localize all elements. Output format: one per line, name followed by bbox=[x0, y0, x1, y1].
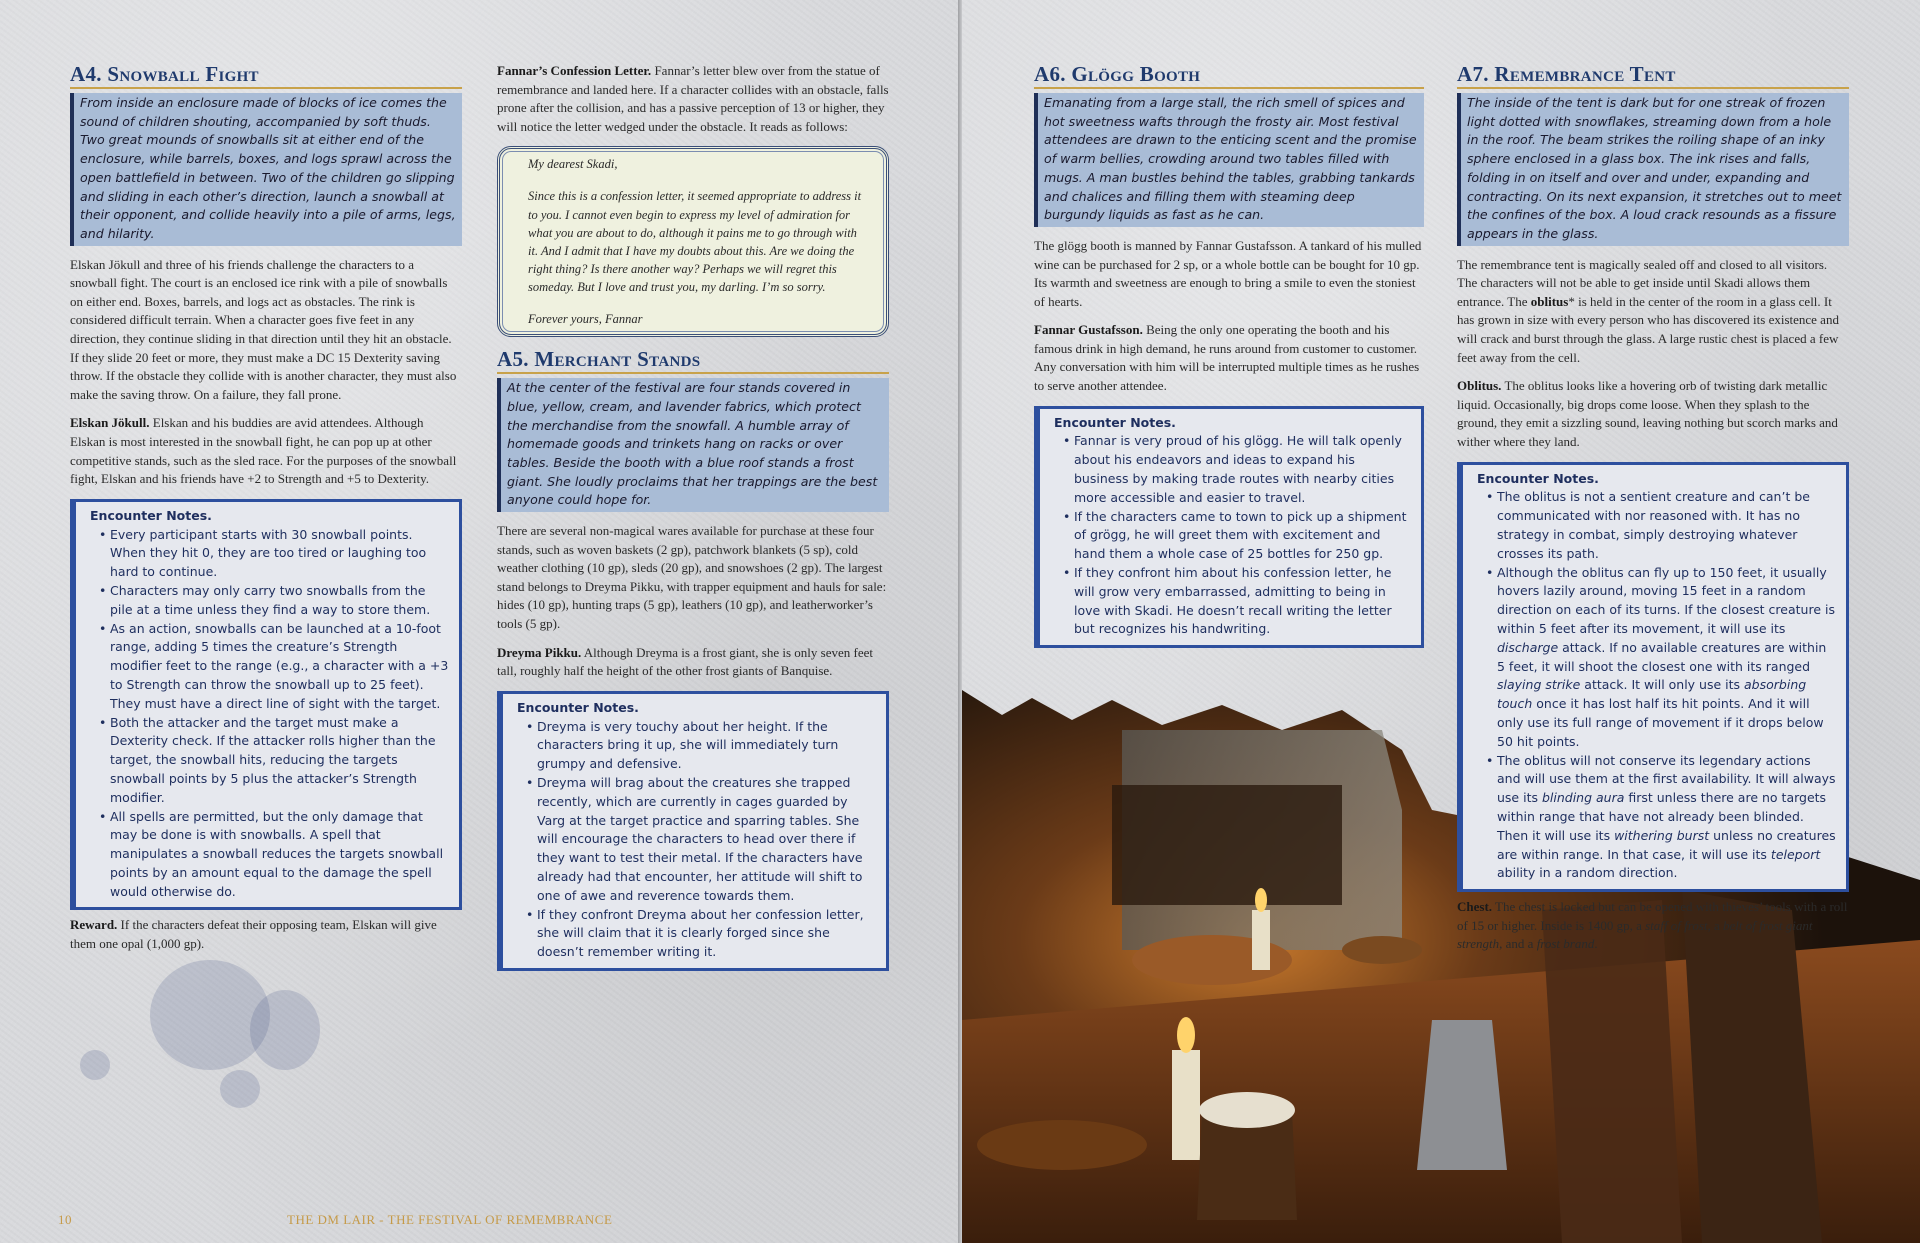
candle-flame bbox=[1177, 1017, 1195, 1053]
section-heading-a4: A4. Snowball Fight bbox=[70, 62, 462, 89]
letter-body: Since this is a confession letter, it seemed appropriate to address it to you. I cannot even begin to express my level of admiration for what you are about to do, although it pains me to go through with it. And I admit that I have my doubts about this. Are we doing the right thing? Is there another way? Perhaps we will regret this someday. But I love and trust you, my darling. I’m so sorry. bbox=[528, 189, 862, 294]
note-item: • If the characters came to town to pick up a shipment of grögg, he will greet them with excitement and hand them a whole case of 25 bottles for 250 gp. bbox=[1050, 508, 1413, 564]
note-item: • Dreyma will brag about the creatures she trapped recently, which are currently in cages guarded by Varg at the target practice and sparring tables. She will encourage the characters to head over there if they want to test their metal. If the characters have already had that encounter, her attitude will shift to one of awe and reverence towards them. bbox=[513, 774, 878, 906]
paragraph-text: Being the only one operating the booth and his famous drink in high demand, he runs around from customer to customer. Any conversation with him will be interrupted multiple times as he rushes to serve another attendee. bbox=[1034, 322, 1420, 394]
npc-name: Elskan Jökull. bbox=[70, 415, 150, 431]
paragraph-text: * is held in the center of the room in a glass cell. It has grown in size with every person who has discovered its existence and will crack and burst through the glass. A large rustic chest is placed a few feet away from the cell. bbox=[1457, 293, 1839, 365]
note-text: attack. If no available creatures are within 5 feet, it will shoot the closest one with its ranged bbox=[1497, 639, 1827, 674]
paragraph bbox=[1457, 898, 1849, 954]
right-page bbox=[962, 0, 1920, 1243]
ability-name: teleport bbox=[1770, 846, 1821, 862]
magic-item: staff of frost bbox=[1645, 917, 1708, 933]
paragraph: There are several non-magical wares available for purchase at these four stands, such as woven baskets (2 gp), patchwork blankets (5 sp), cold weather clothing (10 gp), sleds (20 gp), and snowshoes (2 gp). The largest stand belongs to Dreyma Pikku, with trapper equipment and hauls for sale: hides (10 gp), hunting traps (5 gp), leathers (10 gp), and leatherworker’s tools (5 gp). bbox=[497, 523, 887, 632]
notes-title: Encounter Notes. bbox=[1054, 414, 1176, 430]
paragraph-text: If the characters defeat their opposing team, Elskan will give them one opal (1,000 gp). bbox=[70, 917, 437, 952]
npc-name: Fannar Gustafsson. bbox=[1034, 322, 1143, 338]
note-text: The oblitus will not conserve its legendary actions and will use them at the first availability. It will always use its bbox=[1497, 752, 1836, 806]
readaloud-box: At the center of the festival are four stands covered in blue, yellow, cream, and lavender fabrics, which protect the merchandise from the snowfall. A humble array of homemade goods and trinkets hang on racks or over tables. Beside the booth with a blue roof stands a frost giant. She loudly proclaims that her trappings are the best anyone could hope for. bbox=[497, 378, 889, 512]
letter-greeting: My dearest Skadi, bbox=[528, 157, 618, 172]
note-item: • As an action, snowballs can be launched at a 10-foot range, adding 5 times the creature’s Strength modifier feet to the range (e.g., a character with a +3 to Strength can throw the snowball up to 25 feet). They must have a direct line of sight with the target. bbox=[86, 620, 451, 714]
encounter-notes bbox=[70, 499, 462, 911]
note-item: • Characters may only carry two snowballs from the pile at a time unless they find a way to store them. bbox=[86, 582, 451, 620]
paragraph bbox=[497, 644, 889, 681]
ability-name: withering burst bbox=[1614, 827, 1710, 843]
notes-title: Encounter Notes. bbox=[517, 699, 639, 715]
page-number: 10 bbox=[58, 1212, 72, 1227]
section-heading-a6: A6. Glögg Booth bbox=[1034, 62, 1424, 89]
paragraph bbox=[70, 916, 462, 953]
item-name: Chest. bbox=[1457, 899, 1493, 915]
left-page bbox=[0, 0, 958, 1243]
paragraph bbox=[70, 414, 462, 488]
notes-title: Encounter Notes. bbox=[90, 507, 212, 523]
section-heading-a7: A7. Remembrance Tent bbox=[1457, 62, 1849, 89]
encounter-notes bbox=[497, 691, 889, 971]
encounter-notes bbox=[1457, 462, 1849, 893]
note-item: • Every participant starts with 30 snowball points. When they hit 0, they are too tired or laughing too hard to continue. bbox=[86, 526, 451, 582]
right-column-2 bbox=[1457, 62, 1849, 964]
tankard-foam bbox=[1199, 1092, 1295, 1128]
candle-flame bbox=[1255, 888, 1267, 912]
reward-label: Reward. bbox=[70, 917, 118, 933]
paragraph bbox=[1457, 377, 1849, 451]
note-item: • Dreyma is very touchy about her height. If the characters bring it up, she will immediately turn grumpy and defensive. bbox=[513, 718, 878, 774]
paragraph bbox=[1034, 321, 1424, 395]
candle bbox=[1172, 1050, 1200, 1160]
paragraph-text: The remembrance tent is magically sealed off and closed to all visitors. The characters will not be able to get inside until Skadi allows them entrance. The bbox=[1457, 256, 1828, 309]
notes-title: Encounter Notes. bbox=[1477, 470, 1599, 486]
paragraph-text: The chest is locked but can be opened with thieves’ tools with a roll of 15 or higher. Inside is 1400 gp, a bbox=[1457, 899, 1848, 933]
paragraph-text: , a bbox=[1707, 917, 1724, 933]
paragraph-text: , and a bbox=[1499, 936, 1537, 952]
ink-stain bbox=[80, 1050, 110, 1080]
note-text: once it has lost half its hit points. And it will only use its full range of movement if it drops below 50 hit points. bbox=[1497, 696, 1824, 749]
paragraph bbox=[1457, 256, 1849, 368]
creature-name: oblitus bbox=[1530, 293, 1569, 309]
note-item: • Fannar is very proud of his glögg. He will talk openly about his endeavors and ideas to expand his business by making trade routes with nearby cities more accessible and easier to travel. bbox=[1050, 432, 1413, 507]
bread-bowl bbox=[1342, 936, 1422, 964]
note-text: Although the oblitus can fly up to 150 feet, it usually hovers lazily around, moving 15 feet in a random direction on each of its turns. If the closest creature is within 5 feet after its movement, it will use its bbox=[1497, 564, 1835, 636]
ability-name: blinding aura bbox=[1541, 790, 1625, 806]
readaloud-box: Emanating from a large stall, the rich smell of spices and hot sweetness wafts through the frosty air. Most festival attendees are drawn to the enticing scent and the promise of warm bellies, crowding around two tables filled with mugs. A man bustles behind the tables, grabbing tankards and chalices and filling them with steaming deep burgundy liquids as fast as he can. bbox=[1034, 93, 1424, 227]
confession-letter bbox=[497, 146, 889, 337]
note-text: unless no creatures are within range. In that case, it will use its bbox=[1497, 827, 1836, 862]
paragraph-text: Elskan and his buddies are avid attendees. Although Elskan is most interested in the snowball fight, he can pop up at other competitive stands, such as the sled race. For the purposes of the snowball fight, Elskan and his friends have +2 to Strength and +5 to Dexterity. bbox=[70, 415, 457, 487]
letter-signoff: Forever yours, Fannar bbox=[528, 312, 643, 327]
paragraph bbox=[497, 62, 889, 136]
ability-name: slaying strike bbox=[1497, 677, 1581, 693]
note-item: • The oblitus is not a sentient creature and can’t be communicated with nor reasoned with. It has no strategy in combat, simply destroying whatever crosses its path. bbox=[1473, 488, 1838, 563]
note-text: attack. It will only use its bbox=[1580, 677, 1745, 693]
note-item: • If they confront Dreyma about her confession letter, she will claim that it is clearly forged since she doesn’t remember writing it. bbox=[513, 906, 878, 962]
left-column-2 bbox=[497, 62, 889, 977]
note-item bbox=[1473, 752, 1838, 884]
note-item: • Both the attacker and the target must make a Dexterity check. If the attacker rolls higher than the target, the snowball hits, reducing the targets snowball points by 5 plus the attacker’s Strength modifier. bbox=[86, 714, 451, 808]
left-column-1 bbox=[70, 62, 462, 964]
readaloud-box: From inside an enclosure made of blocks of ice comes the sound of children shouting, accompanied by soft thuds. Two great mounds of snowballs sit at either end of the enclosure, while barrels, boxes, and logs sprawl across the open battlefield in between. Two of the children go slipping and sliding in each other’s direction, launch a snowball at their opponent, and collide heavily into a pile of arms, legs, and hilarity. bbox=[70, 93, 462, 246]
note-item bbox=[1473, 564, 1838, 752]
readaloud-box: The inside of the tent is dark but for one streak of frozen light dotted with snowflakes, streaming down from a hole in the roof. The beam strikes the roiling shape of an inky sphere enclosed in a glass box. The ink rises and falls, folding in on itself and over and under, expanding and contracting. On its next expansion, it stretches out to meet the confines of the box. A loud crack resounds as a fissure appears in the glass. bbox=[1457, 93, 1849, 246]
metal-jug bbox=[1417, 1020, 1507, 1170]
magic-item: frost brand bbox=[1536, 936, 1595, 952]
npc-name: Dreyma Pikku. bbox=[497, 644, 582, 660]
paragraph-text: . bbox=[1594, 936, 1598, 952]
note-text: ability in a random direction. bbox=[1497, 865, 1678, 881]
candle bbox=[1252, 910, 1270, 970]
note-item: • If they confront him about his confession letter, he will grow very embarrassed, admitting to being in love with Skadi. He doesn’t recall writing the letter but recognizes his handwriting. bbox=[1050, 564, 1413, 639]
ink-stain bbox=[220, 1070, 260, 1108]
food-bowl bbox=[977, 1120, 1147, 1170]
ink-stain bbox=[250, 990, 320, 1070]
paragraph: Elskan Jökull and three of his friends challenge the characters to a snowball fight. The court is an enclosed ice rink with a pile of snowballs on either end. Boxes, barrels, and logs act as obstacles. The rink is considered difficult terrain. When a character goes five feet in any direction, they continue sliding in that direction until they hit an obstacle. If they slide 20 feet or more, they must make a DC 15 Dexterity saving throw. If the obstacle they collide with is another character, they must also make the saving throw. On a failure, they fall prone. bbox=[70, 256, 457, 402]
ability-name: discharge bbox=[1497, 639, 1559, 655]
note-item: • All spells are permitted, but the only damage that may be done is with snowballs. A spell that manipulates a snowball reduces the targets snowball points by an amount equal to the damage the spell would otherwise do. bbox=[86, 808, 451, 902]
wooden-beam bbox=[1112, 785, 1342, 905]
item-name: Fannar’s Confession Letter. bbox=[497, 63, 652, 78]
paragraph-text: Fannar’s letter blew over from the statue of remembrance and landed here. If a character collides with an obstacle, falls prone after the collision, and has a passive perception of 13 or higher, they will notice the letter wedged under the obstacle. It reads as follows: bbox=[497, 63, 889, 134]
magic-item: belt of frost giant strength bbox=[1457, 917, 1813, 952]
footer-title: THE DM LAIR - THE FESTIVAL OF REMEMBRANCE bbox=[287, 1212, 613, 1227]
encounter-notes bbox=[1034, 406, 1424, 649]
right-column-1 bbox=[1034, 62, 1424, 654]
paragraph-text: The oblitus looks like a hovering orb of twisting dark metallic liquid. Occasionally, big drops come loose. When they splash to the ground, they emit a sizzling sound, leaving nothing but scorch marks and wither where they land. bbox=[1457, 378, 1838, 449]
paragraph-text: Although Dreyma is a frost giant, she is only seven feet tall, roughly half the height of the other frost giants of Banquise. bbox=[497, 644, 873, 679]
note-text: first unless there are no targets within range that have not already been blinded. Then it will use its bbox=[1497, 790, 1827, 843]
creature-name: Oblitus. bbox=[1457, 378, 1502, 394]
section-heading-a5: A5. Merchant Stands bbox=[497, 347, 889, 374]
paragraph: The glögg booth is manned by Fannar Gustafsson. A tankard of his mulled wine can be purchased for 2 sp, or a whole bottle can be bought for 10 gp. Its warmth and sweetness are enough to bring a smile to even the stoniest of hearts. bbox=[1034, 237, 1422, 309]
ability-name: absorbing touch bbox=[1497, 677, 1807, 712]
